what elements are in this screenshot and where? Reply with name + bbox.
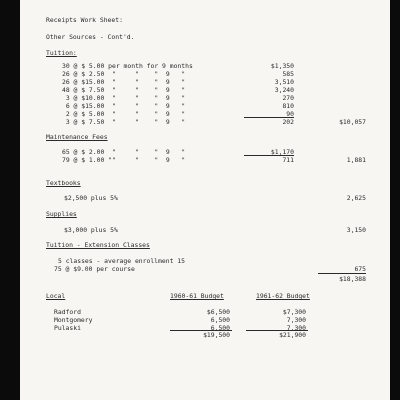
textbooks-line: $2,500 plus 5% xyxy=(64,194,118,202)
page-title: Receipts Work Sheet: xyxy=(46,16,123,24)
budget-1961-header: 1961-62 Budget xyxy=(256,292,310,300)
maintenance-heading: Maintenance Fees xyxy=(46,133,108,141)
maintenance-total: 1,881 xyxy=(346,156,366,164)
extension-line: 5 classes - average enrollment 15 xyxy=(58,257,185,265)
maintenance-amount: $1,170 xyxy=(270,148,294,156)
local-name: Radford xyxy=(54,308,81,316)
tuition-total: $10,057 xyxy=(339,118,366,126)
tuition-row: 2 @ $ 5.00 " " " 9 " xyxy=(62,110,186,118)
tuition-heading: Tuition: xyxy=(46,49,77,57)
local-name: Montgomery xyxy=(54,316,93,324)
budget-1960-total: $19,500 xyxy=(203,331,230,339)
maintenance-row: 79 @ $ 1.00 "" " " 9 " xyxy=(62,156,186,164)
tuition-amount: 810 xyxy=(282,102,294,110)
tuition-amount: 90 xyxy=(286,110,294,118)
budget-1960-value: $6,500 xyxy=(206,308,230,316)
budget-1960-header: 1960-61 Budget xyxy=(170,292,224,300)
budget-1961-value: $7,300 xyxy=(282,308,306,316)
extension-total: 675 xyxy=(354,265,366,273)
budget-1961-value: 7,300 xyxy=(286,316,306,324)
budget-1961-value: 7,300 xyxy=(286,324,306,332)
extension-heading: Tuition - Extension Classes xyxy=(46,241,150,249)
tuition-amount: 3,240 xyxy=(274,86,294,94)
textbooks-total: 2,625 xyxy=(346,194,366,202)
tuition-amount: 585 xyxy=(282,70,294,78)
tuition-amount: 270 xyxy=(282,94,294,102)
subtotal-rule xyxy=(244,117,294,118)
textbooks-heading: Textbooks xyxy=(46,179,81,187)
tuition-row: 26 @ $ 2.50 " " " 9 " xyxy=(62,70,186,78)
grand-total: $18,388 xyxy=(339,275,366,283)
document-page xyxy=(20,0,390,400)
tuition-row: 3 @ $ 7.50 " " " 9 " xyxy=(62,118,186,126)
extension-line: 75 @ $9.00 per course xyxy=(54,265,135,273)
tuition-row: 26 @ $15.00 " " " 9 " xyxy=(62,78,186,86)
budget-1960-value: 6,500 xyxy=(210,324,230,332)
subtotal-rule xyxy=(244,155,294,156)
supplies-line: $3,000 plus 5% xyxy=(64,226,118,234)
tuition-row: 30 @ $ 5.00 per month for 9 months xyxy=(62,62,193,70)
local-heading: Local xyxy=(46,292,66,300)
supplies-heading: Supplies xyxy=(46,210,77,218)
tuition-amount: $1,350 xyxy=(270,62,294,70)
tuition-amount: 202 xyxy=(282,118,294,126)
supplies-total: 3,150 xyxy=(346,226,366,234)
tuition-row: 48 @ $ 7.50 " " " 9 " xyxy=(62,86,186,94)
page-subtitle: Other Sources - Cont'd. xyxy=(46,33,135,41)
budget-1961-total: $21,900 xyxy=(279,331,306,339)
tuition-row: 3 @ $10.00 " " " 9 " xyxy=(62,94,186,102)
maintenance-amount: 711 xyxy=(282,156,294,164)
tuition-row: 6 @ $15.00 " " " 9 " xyxy=(62,102,186,110)
maintenance-row: 65 @ $ 2.00 " " " 9 " xyxy=(62,148,186,156)
local-name: Pulaski xyxy=(54,324,81,332)
tuition-amount: 3,510 xyxy=(274,78,294,86)
budget-1960-value: 6,500 xyxy=(210,316,230,324)
total-rule xyxy=(318,273,366,274)
